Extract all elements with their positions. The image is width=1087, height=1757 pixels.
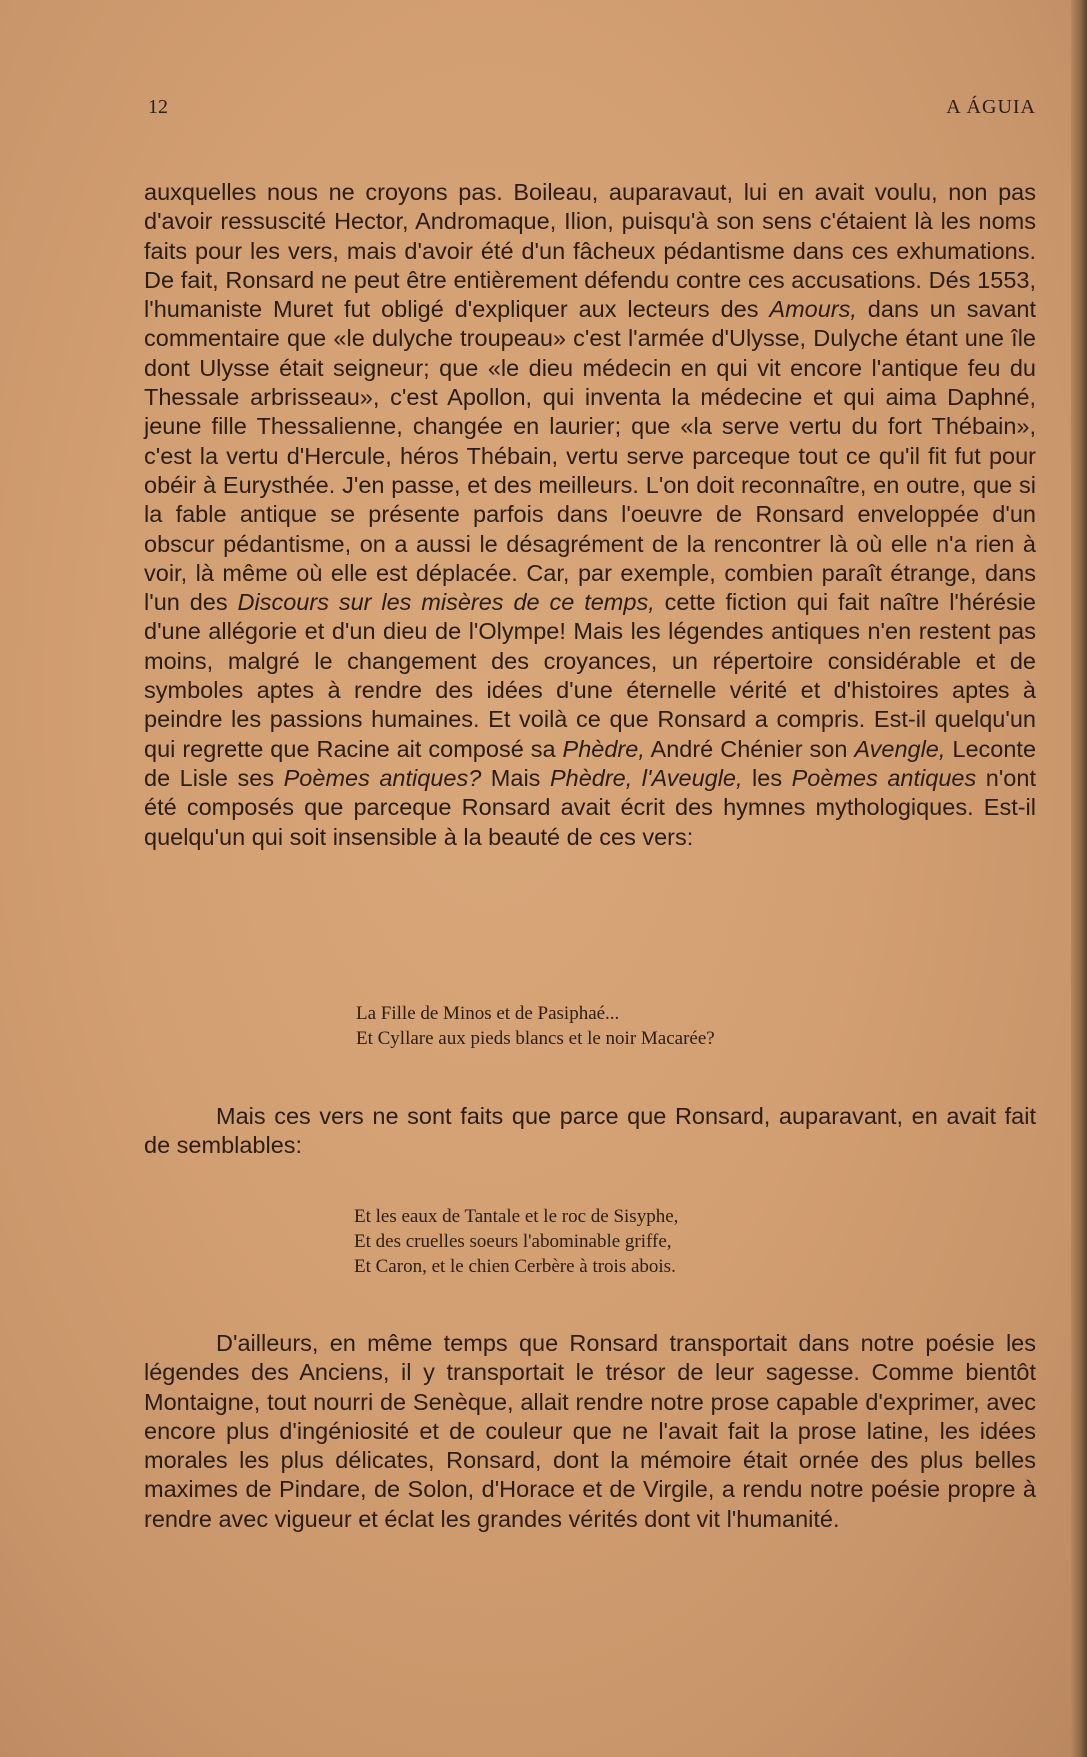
verse-line: Et Cyllare aux pieds blancs et le noir Macarée? (356, 1028, 715, 1049)
paragraph-1-text: Leconte de Lisle ses (144, 735, 1037, 791)
paragraph-1-text: André Chénier son (644, 735, 855, 762)
title-phedre-aveugle: Phèdre, l'Aveugle, (549, 764, 743, 791)
verse-quote-2 (354, 1204, 678, 1279)
paragraph-1-text: dans un savant commentaire que «le dulyche troupeau» c'est l'armée d'Ulysse, Dulyche étant une île dont Ulysse était seigneur; que «le dieu médecin en qui vit encore l'antique feu du Thessale arbrisseau», c'est Apollon, qui inventa la médecine et qui aima Daphné, jeune fille Thessalienne, changée en laurier; que «la serve vertu du fort Thébain», c'est la vertu d'Hercule, héros Thébain, vertu serve parceque tout ce qu'il fit fut pour obéir à Eurysthée. J'en passe, et des meilleurs. L'on doit reconnaître, en outre, que si la fable antique se présente parfois dans l'oeuvre de Ronsard enveloppée d'un obscur pédantisme, on a aussi le désagrément de la rencontrer là où elle n'a rien à voir, là même où elle est déplacée. Car, par exemple, combien paraît étrange, dans l'un des (144, 296, 1036, 616)
paragraph-2: Mais ces vers ne sont faits que parce que Ronsard, auparavant, en avait fait de semblables: (144, 1103, 1036, 1159)
title-avengle: Avengle, (854, 735, 946, 762)
running-title: A ÁGUIA (946, 96, 1036, 118)
page-header (148, 96, 1036, 124)
paragraph-1-text: cette fiction qui fait naître l'hérésie d'une allégorie et d'un dieu de l'Olympe! Mais les légendes antiques n'en restent pas moins, malgré le changement des croyances, un répertoire considérable et de symboles aptes à rendre des idées d'une éternelle vérité et d'histoires aptes à peindre les passions humaines. Et voilà ce que Ronsard a compris. Est-il quelqu'un qui regrette que Racine ait composé sa (144, 589, 1036, 762)
paragraph-1-text: n'ont été composés que parceque Ronsard avait écrit des hymnes mythologiques. Est-il quelqu'un qui soit insensible à la beauté de ces vers: (144, 764, 1036, 850)
title-phedre: Phèdre, (562, 735, 645, 762)
title-poemes-antiques-2: Poèmes antiques (791, 764, 977, 791)
title-poemes-antiques: Poèmes antiques? (283, 764, 482, 791)
verse-line: Et les eaux de Tantale et le roc de Sisyphe, (354, 1206, 679, 1227)
title-discours: Discours sur les misères de ce temps, (237, 589, 655, 616)
paragraph-1-text: Mais (481, 764, 550, 791)
page-edge-shadow (1071, 0, 1087, 1757)
page-number: 12 (148, 96, 168, 118)
verse-line: Et Caron, et le chien Cerbère à trois abois. (354, 1256, 676, 1277)
verse-quote-1 (356, 1001, 715, 1051)
verse-line: La Fille de Minos et de Pasiphaé... (356, 1003, 620, 1024)
paragraph-1 (144, 178, 1036, 852)
paragraph-1-text: les (742, 764, 792, 791)
verse-line: Et des cruelles soeurs l'abominable griffe, (354, 1231, 672, 1252)
paragraph-1-text: auxquelles nous ne croyons pas. Boileau, auparavaut, lui en avait voulu, non pas d'avoir ressuscité Hector, Andromaque, Ilion, puisqu'à son sens c'étaient là les noms faits pour les vers, mais d'avoir été d'un fâcheux pédantisme dans ces exhumations. De fait, Ronsard ne peut être entièrement défendu contre ces accusations. Dés 1553, l'humaniste Muret fut obligé d'expliquer aux lecteurs des (144, 179, 1036, 323)
title-amours: Amours, (769, 296, 857, 323)
paragraph-3: D'ailleurs, en même temps que Ronsard transportait dans notre poésie les légendes des Anciens, il y transportait le trésor de leur sagesse. Comme bientôt Montaigne, tout nourri de Senèque, allait rendre notre prose capable d'exprimer, avec encore plus d'ingéniosité et de couleur que ne l'avait fait la prose latine, les idées morales les plus délicates, Ronsard, dont la mémoire était ornée des plus belles maximes de Pindare, de Solon, d'Horace et de Virgile, a rendu notre poésie propre à rendre avec vigueur et éclat les grandes vérités dont vit l'humanité. (144, 1330, 1036, 1532)
